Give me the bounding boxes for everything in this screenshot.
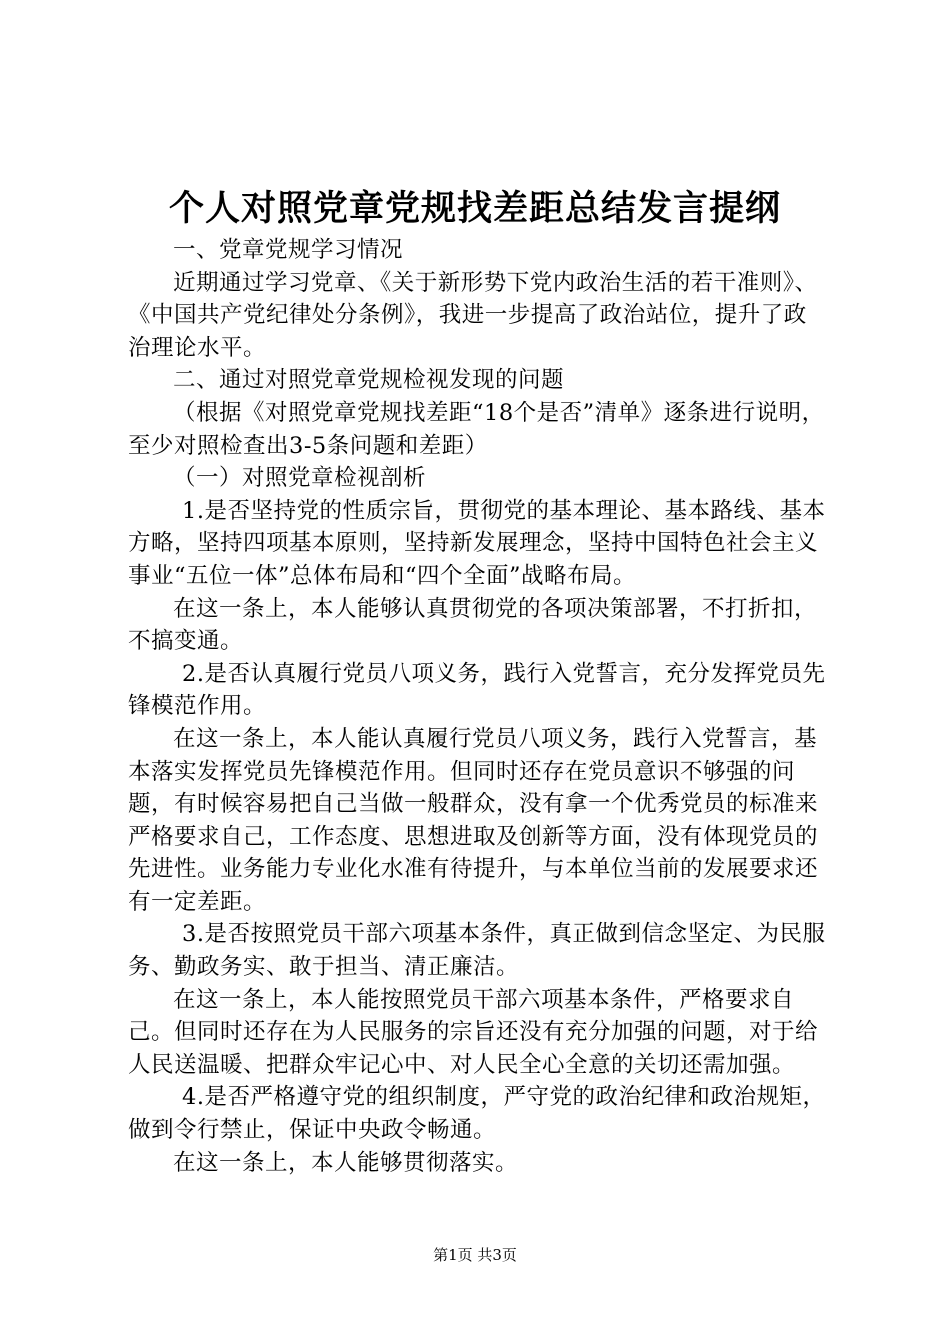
document-title: 个人对照党章党规找差距总结发言提纲 <box>168 188 781 229</box>
numbered-item: 2.是否认真履行党员八项义务，践行入党誓言，充分发挥党员先锋模范作用。 <box>128 660 826 720</box>
numbered-item: 3.是否按照党员干部六项基本条件，真正做到信念坚定、为民服务、勤政务实、敢于担当、清正廉洁。 <box>128 921 826 981</box>
section-heading: 二、通过对照党章党规检视发现的问题 <box>173 367 565 394</box>
page-number: 第1页 共3页 <box>433 1246 517 1264</box>
document-body <box>128 234 828 1179</box>
body-paragraph: 在这一条上，本人能够认真贯彻党的各项决策部署，不打折扣，不搞变通。 <box>128 595 818 655</box>
body-paragraph: 近期通过学习党章、《关于新形势下党内政治生活的若干准则》、《中国共产党纪律处分条例》，我进一步提高了政治站位，提升了政治理论水平。 <box>128 269 818 361</box>
body-paragraph: 在这一条上，本人能按照党员干部六项基本条件，严格要求自己。但同时还存在为人民服务的宗旨还没有充分加强的问题，对于给人民送温暖、把群众牢记心中、对人民全心全意的关切还需加强。 <box>128 986 819 1078</box>
subsection-heading: （一）对照党章检视剖析 <box>173 465 427 492</box>
numbered-item: 4.是否严格遵守党的组织制度，严守党的政治纪律和政治规矩，做到令行禁止，保证中央政令畅通。 <box>128 1084 826 1144</box>
numbered-item: 1.是否坚持党的性质宗旨，贯彻党的基本理论、基本路线、基本方略，坚持四项基本原则，坚持新发展理念，坚持中国特色社会主义事业“五位一体”总体布局和“四个全面”战略布局。 <box>128 497 826 589</box>
body-paragraph: 在这一条上，本人能够贯彻落实。 <box>173 1149 519 1176</box>
body-paragraph: 在这一条上，本人能认真履行党员八项义务，践行入党誓言，基本落实发挥党员先锋模范作用。但同时还存在党员意识不够强的问题，有时候容易把自己当做一般群众，没有拿一个优秀党员的标准来严格要求自己，工作态度、思想进取及创新等方面，没有体现党员的先进性。业务能力专业化水准有待提升，与本单位当前的发展要求还有一定差距。 <box>128 725 819 915</box>
body-paragraph: （根据《对照党章党规找差距“18个是否”清单》逐条进行说明，至少对照检查出3-5条问题和差距） <box>128 399 825 459</box>
section-heading: 一、党章党规学习情况 <box>173 237 404 263</box>
